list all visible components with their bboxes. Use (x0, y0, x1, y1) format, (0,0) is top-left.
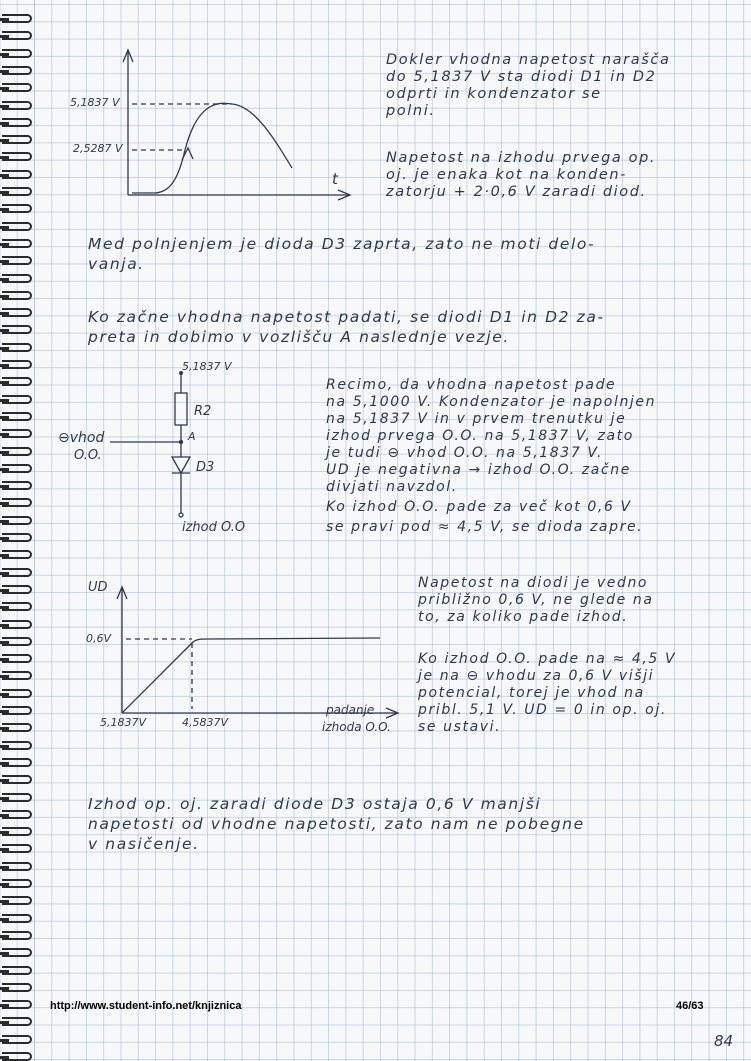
spiral-ring (2, 291, 32, 300)
middle-right-line: na 5,1000 V. Kondenzator je napolnjen (326, 394, 657, 410)
paragraph-3-line: Izhod op. oj. zaradi diode D3 ostaja 0,6 V manjši (88, 795, 542, 813)
top-right-line: odprti in kondenzator se (386, 86, 602, 102)
spiral-ring (2, 481, 32, 490)
spiral-ring (2, 516, 32, 525)
spiral-ring (2, 274, 32, 283)
spiral-ring (2, 689, 32, 698)
top-right-line: polni. (386, 103, 436, 119)
spiral-ring (2, 152, 32, 161)
top-right-2-line: Napetost na izhodu prvega op. (386, 150, 657, 166)
spiral-ring (2, 966, 32, 975)
top-right-line: Dokler vhodna napetost narašča (386, 52, 671, 68)
circuit-output-label: izhod O.O (182, 520, 246, 535)
spiral-ring (2, 948, 32, 957)
spiral-ring (2, 239, 32, 248)
spiral-ring (2, 879, 32, 888)
spiral-ring (2, 654, 32, 663)
bottom-right-2-line: potencial, torej je vhod na (418, 685, 645, 701)
spiral-ring (2, 550, 32, 559)
spiral-ring (2, 187, 32, 196)
graph2-curve (122, 638, 380, 713)
spiral-ring (2, 66, 32, 75)
footer-url[interactable]: http://www.student-info.net/knjiznica (50, 1000, 242, 1012)
spiral-ring (2, 412, 32, 421)
spiral-ring (2, 429, 32, 438)
spiral-ring (2, 464, 32, 473)
top-right-line: do 5,1837 V sta diodi D1 in D2 (386, 69, 657, 85)
spiral-ring (2, 256, 32, 265)
middle-right-line: izhod prvega O.O. na 5,1837 V, zato (326, 428, 634, 444)
page-corner-number: 84 (714, 1032, 734, 1050)
spiral-ring (2, 360, 32, 369)
spiral-ring (2, 308, 32, 317)
circuit-top-voltage: 5,1837 V (182, 360, 232, 373)
circuit-diode-label: D3 (196, 460, 215, 475)
middle-right-line: je tudi ⊖ vhod O.O. na 5,1837 V. (326, 445, 603, 461)
spiral-ring (2, 170, 32, 179)
spiral-ring (2, 31, 32, 40)
circuit-input-label-2: O.O. (74, 448, 102, 463)
spiral-ring (2, 1000, 32, 1009)
resistor-r2-symbol (175, 393, 187, 425)
graph2-x-label-start: 5,1837V (100, 716, 147, 729)
spiral-ring (2, 49, 32, 58)
graph1-y-label-high: 5,1837 V (70, 96, 120, 109)
spiral-ring (2, 914, 32, 923)
spiral-ring (2, 204, 32, 213)
spiral-ring (2, 723, 32, 732)
middle-right-line: Ko izhod O.O. pade za več kot 0,6 V (326, 499, 632, 515)
spiral-ring (2, 775, 32, 784)
top-right-2-line: oj. je enaka kot na konden- (386, 167, 628, 183)
spiral-ring (2, 1017, 32, 1026)
middle-right-line: UD je negativna → izhod O.O. začne (326, 462, 631, 478)
spiral-ring (2, 222, 32, 231)
bottom-right-line: Napetost na diodi je vedno (418, 575, 649, 591)
spiral-ring (2, 620, 32, 629)
spiral-ring (2, 14, 32, 23)
spiral-ring (2, 568, 32, 577)
spiral-ring (2, 1035, 32, 1044)
graph2-x-label-mid: 4,5837V (182, 716, 229, 729)
middle-right-line: divjati navzdol. (326, 479, 458, 495)
spiral-ring (2, 706, 32, 715)
graph2-y-value-label: 0,6V (86, 632, 112, 645)
spiral-ring (2, 395, 32, 404)
spiral-ring (2, 827, 32, 836)
circuit-node-label: A (188, 430, 196, 443)
graph2-x-axis-label-1: padanje (326, 703, 375, 717)
spiral-ring (2, 896, 32, 905)
circuit-diagram (150, 365, 310, 535)
circuit-resistor-label: R2 (194, 404, 212, 419)
spiral-binding (0, 0, 36, 1061)
graph1-curve (132, 103, 292, 193)
paragraph-1-line: vanja. (88, 255, 145, 273)
paragraph-2-line: Ko začne vhodna napetost padati, se diodi D1 in D2 za- (88, 308, 605, 326)
footer-page-number: 46/63 (676, 1000, 704, 1012)
diode-d3-symbol (172, 457, 190, 473)
paragraph-3-line: v nasičenje. (88, 835, 200, 853)
graph2-x-axis-label-2: izhoda O.O. (322, 720, 391, 734)
spiral-ring (2, 585, 32, 594)
spiral-ring (2, 983, 32, 992)
spiral-ring (2, 844, 32, 853)
spiral-ring (2, 637, 32, 646)
spiral-ring (2, 101, 32, 110)
spiral-ring (2, 83, 32, 92)
spiral-ring (2, 377, 32, 386)
input-voltage-graph (60, 40, 360, 220)
spiral-ring (2, 602, 32, 611)
middle-right-line: na 5,1837 V in v prvem trenutku je (326, 411, 627, 427)
spiral-ring (2, 498, 32, 507)
spiral-ring (2, 447, 32, 456)
spiral-ring (2, 671, 32, 680)
spiral-ring (2, 118, 32, 127)
spiral-ring (2, 758, 32, 767)
bottom-right-2-line: Ko izhod O.O. pade na ≈ 4,5 V (418, 651, 677, 667)
bottom-right-2-line: pribl. 5,1 V. UD = 0 in op. oj. (418, 702, 667, 718)
spiral-ring (2, 862, 32, 871)
circuit-output-node (179, 513, 183, 517)
graph1-y-label-low: 2,5287 V (73, 142, 123, 155)
spiral-ring (2, 533, 32, 542)
bottom-right-2-line: se ustavi. (418, 719, 502, 735)
bottom-right-line: to, za koliko pade izhod. (418, 609, 629, 625)
middle-right-line: Recimo, da vhodna napetost pade (326, 377, 617, 393)
middle-right-line: se pravi pod ≈ 4,5 V, se dioda zapre. (326, 519, 644, 535)
paragraph-2-line: preta in dobimo v vozlišču A naslednje vezje. (88, 328, 510, 346)
spiral-ring (2, 325, 32, 334)
spiral-ring (2, 793, 32, 802)
spiral-ring (2, 1052, 32, 1061)
circuit-input-label-1: ⊖vhod (58, 430, 105, 446)
graph1-x-axis-label: t (332, 170, 338, 188)
paragraph-3-line: napetosti od vhodne napetosti, zato nam ne pobegne (88, 815, 585, 833)
spiral-ring (2, 135, 32, 144)
spiral-ring (2, 810, 32, 819)
bottom-right-line: približno 0,6 V, ne glede na (418, 592, 654, 608)
graph2-y-axis-label: UD (88, 580, 108, 595)
spiral-ring (2, 741, 32, 750)
bottom-right-2-line: je na ⊖ vhodu za 0,6 V višji (418, 668, 655, 684)
top-right-2-line: zatorju + 2·0,6 V zaradi diod. (386, 184, 647, 200)
paragraph-1-line: Med polnjenjem je dioda D3 zaprta, zato ne moti delo- (88, 235, 596, 253)
spiral-ring (2, 931, 32, 940)
spiral-ring (2, 343, 32, 352)
